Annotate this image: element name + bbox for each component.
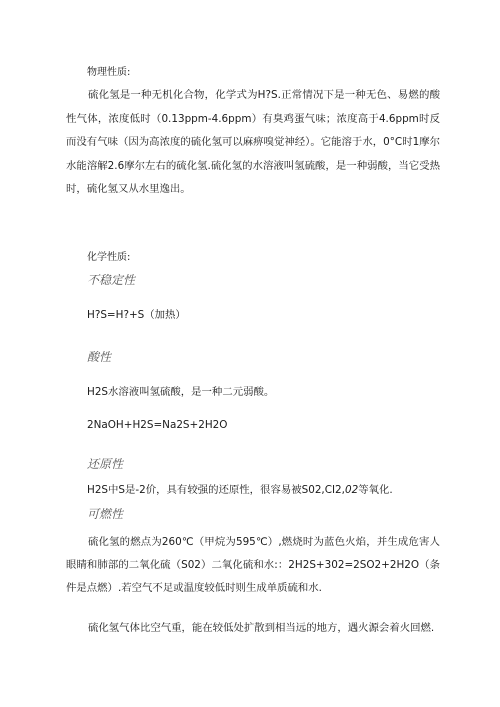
instability-equation: H?S=H?+S（加热） [87,309,186,321]
acidity-statement: H2S水溶液叫氢硫酸，是一种二元弱酸。 [87,386,275,398]
reducibility-heading: 还原性 [87,457,124,471]
reducibility-statement-end: 等氧化. [358,484,393,496]
acidity-heading: 酸性 [87,350,112,364]
flammability-paragraph: 硫化氢的燃点为260℃（甲烷为595℃）,燃烧时为蓝色火焰，并生成危害人眼睛和肺部的二氧化硫（S02）二氧化硫和水:：2H2S+302=2SO2+2H2O（条件是点燃）.若空气不足或温度较低时则生成单质硫和水. [66,536,440,594]
physical-properties-paragraph: 硫化氢是一种无机化合物，化学式为H?S.正常情况下是一种无色、易燃的酸性气体，浓度低时（0.13ppm-4.6ppm）有臭鸡蛋气味；浓度高于4.6ppm时反而没有气味（因为高浓度的硫化氢可以麻痹嗅觉神经）。它能溶于水，0°C时1摩尔水能溶解2.6摩尔左右的硫化氢.硫化氢的水溶液叫氢硫酸，是一种弱酸，当它受热时，硫化氢又从水里逸出。 [66,89,440,196]
acidity-equation: 2NaOH+H2S=Na2S+2H2O [87,419,228,431]
flammability-paragraph-2: 硫化氢气体比空气重，能在较低处扩散到相当远的地方，遇火源会着火回燃. [88,622,435,634]
chemical-properties-label: 化学性质: [87,252,131,263]
physical-properties-label: 物理性质: [87,67,131,78]
instability-heading: 不稳定性 [87,273,136,287]
reducibility-statement-main: H2S中S是-2价，具有较强的还原性，很容易被S02,CI2, [87,484,345,496]
reducibility-statement-italic: 02 [344,484,359,496]
flammability-heading: 可燃性 [87,507,124,521]
reducibility-statement [87,483,393,497]
